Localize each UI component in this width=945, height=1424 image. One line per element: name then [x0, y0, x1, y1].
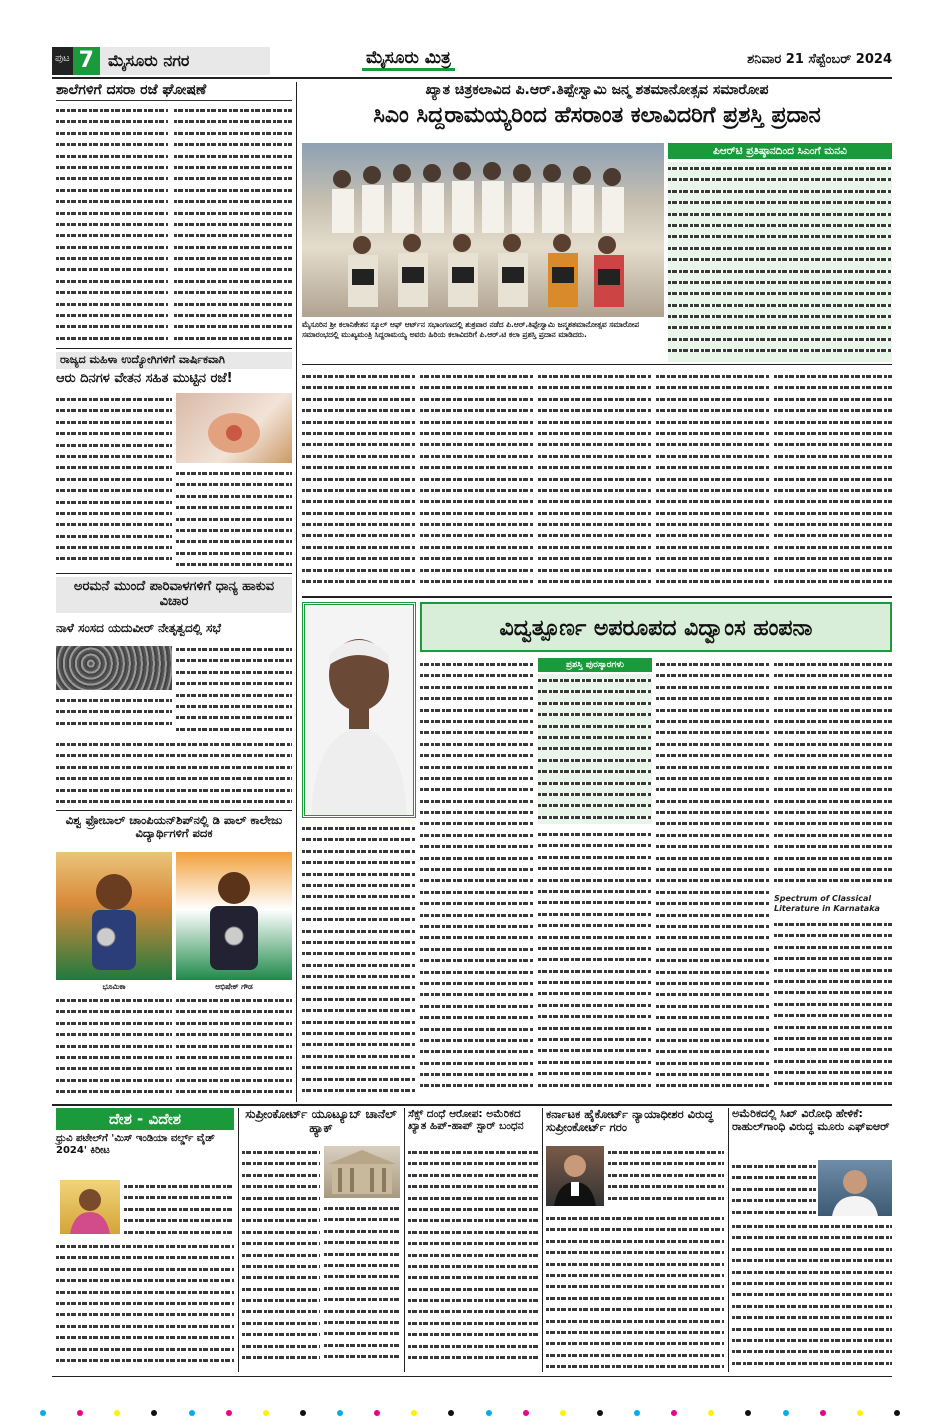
- story-throwball-headline: ವಿಶ್ವ ಫ್ರೋಬಾಲ್ ಚಾಂಪಿಯನ್‌ಶಿಪ್‌ನಲ್ಲಿ ಡಿ ಪಾಲ್ ಕಾಲೇಜು ವಿದ್ಯಾರ್ಥಿಗಳಿಗೆ ಪದಕ: [65, 813, 283, 841]
- awards-list: [538, 674, 652, 824]
- print-registration-marks: [40, 1410, 900, 1416]
- feature-book-title: Spectrum of Classical Literature in Karnataka: [774, 894, 880, 913]
- story-dasara-col2: [174, 104, 292, 346]
- lead-body-col5: [774, 370, 892, 592]
- feature-body-col3: [538, 828, 652, 1098]
- judge-photo: [546, 1146, 604, 1206]
- throwball-photo-bhoomika: [56, 852, 172, 980]
- story-rahul-headline: ಅಮೆರಿಕದಲ್ಲಿ ಸಿಖ್ ವಿರೋಧಿ ಹೇಳಿಕೆ: ರಾಹುಲ್‌ಗಾಂಧಿ ವಿರುದ್ಧ ಮೂರು ಎಫ್‌ಐಆರ್: [732, 1107, 890, 1133]
- lead-body-col4: [656, 370, 770, 592]
- lead-photo-award-ceremony: [302, 143, 664, 317]
- story-dhruvi-col-b: [56, 1240, 234, 1372]
- page-number: 7: [73, 47, 100, 75]
- lead-kicker: ಖ್ಯಾತ ಚಿತ್ರಕಲಾವಿದ ಪಿ.ಆರ್.ತಿಪ್ಪೇಸ್ವಾಮಿ ಜನ್ಮ ಶತಮಾನೋತ್ಸವ ಸಮಾರೋಪ: [425, 82, 769, 98]
- feature-body-col4: [656, 658, 770, 1098]
- paper-name: ಮೈಸೂರು ಮಿತ್ರ: [362, 48, 455, 71]
- page-number-box: [52, 47, 100, 75]
- issue-date: ಶನಿವಾರ 21 ಸೆಪ್ಟೆಂಬರ್ 2024: [747, 52, 892, 67]
- story-dasara-holiday-headline: ಶಾಲೆಗಳಿಗೆ ದಸರಾ ರಜೆ ಘೋಷಣೆ: [56, 82, 292, 101]
- section-title: ಮೈಸೂರು ನಗರ: [100, 47, 270, 75]
- story-throwball-col2: [176, 994, 292, 1098]
- story-hc-judge-headline: ಕರ್ನಾಟಕ ಹೈಕೋರ್ಟ್ ನ್ಯಾಯಾಧೀಶರ ವಿರುದ್ಧ ಸುಪ್ರೀಂಕೋರ್ಟ್ ಗರಂ: [546, 1107, 714, 1135]
- masthead: [52, 46, 892, 76]
- lead-photo-caption: ಮೈಸೂರಿನ ಶ್ರೀ ಕಲಾನಿಕೇತನ ಸ್ಕೂಲ್ ಆಫ್ ಆರ್ಟ್‌ನ ಸಭಾಂಗಣದಲ್ಲಿ ಶುಕ್ರವಾರ ನಡೆದ ಪಿ.ಆರ್.ತಿಪ್ಪೇಸ್ವಾಮಿ ಜನ್ಮಶತಮಾನೋತ್ಸವ ಸಮಾರೋಪ ಸಮಾರಂಭದಲ್ಲಿ ಮುಖ್ಯಮಂತ್ರಿ ಸಿದ್ದರಾಮಯ್ಯ ಅವರು ಹಿರಿಯ ಕಲಾವಿದರಿಗೆ ಪಿ.ಆರ್.ಟಿ ಕಲಾ ಪ್ರಶಸ್ತಿ ಪ್ರದಾನ ಮಾಡಿದರು.: [302, 320, 640, 339]
- story-pigeon-col2: [176, 643, 292, 735]
- feature-body-col1: [302, 822, 416, 1098]
- page-label: ಪುಟ: [52, 47, 73, 75]
- masthead-rule: [52, 77, 892, 79]
- story-sc-youtube-col2: [324, 1202, 400, 1372]
- feature-body-col5b: [774, 918, 892, 1098]
- grain-photo: [56, 646, 172, 690]
- story-dhruvi-col-a: [124, 1180, 234, 1236]
- story-rahul-col-b: [732, 1220, 892, 1372]
- story-sc-youtube-col1: [242, 1146, 320, 1372]
- feature-headline: ವಿದ್ವತ್ಪೂರ್ಣ ಅಪರೂಪದ ವಿದ್ವಾಂಸ ಹಂಪನಾ: [420, 602, 892, 652]
- story-hc-judge-col-b: [546, 1212, 724, 1372]
- story-pigeon-col3: [56, 738, 292, 806]
- story-hc-judge-col-a: [608, 1146, 724, 1208]
- period-leave-photo: [176, 393, 292, 463]
- story-dhruvi-headline: ಧ್ರುವಿ ಪಟೇಲ್‌ಗೆ 'ಮಿಸ್ ಇಂಡಿಯಾ ವರ್ಲ್ಡ್ ವೈಡ್ 2024' ಕಿರೀಟ: [56, 1133, 215, 1156]
- lead-subhead-box: ಪಿಆರ್‌ಟಿ ಪ್ರತಿಷ್ಠಾನದಿಂದ ಸಿಎಂಗೆ ಮನವಿ: [668, 143, 892, 159]
- story-sc-youtube-headline: ಸುಪ್ರೀಂಕೋರ್ಟ್ ಯೂಟ್ಯೂಬ್ ಚಾನೆಲ್ ಹ್ಯಾಕ್: [245, 1107, 397, 1135]
- lead-body-col3: [538, 370, 652, 592]
- story-period-leave-kicker: ರಾಜ್ಯದ ಮಹಿಳಾ ಉದ್ಯೋಗಿಗಳಿಗೆ ವಾರ್ಷಿಕವಾಗಿ: [56, 352, 292, 369]
- bottom-section-title: ದೇಶ - ವಿದೇಶ: [56, 1108, 234, 1130]
- story-hiphop-body: [408, 1146, 538, 1372]
- photo-caption-bhoomika: ಭೂಮಿಕಾ: [102, 982, 126, 991]
- feature-body-col5a: [774, 658, 892, 890]
- story-period-leave-col2: [176, 467, 292, 569]
- story-throwball-col1: [56, 994, 172, 1098]
- awards-box-head: ಪ್ರಶಸ್ತಿ ಪುರಸ್ಕಾರಗಳು: [538, 658, 652, 672]
- dhruvi-photo: [60, 1180, 120, 1234]
- throwball-photo-abhishek: [176, 852, 292, 980]
- lead-body-col2: [420, 370, 534, 592]
- story-period-leave-col1: [56, 393, 172, 569]
- story-rahul-col-a: [732, 1160, 816, 1216]
- story-pigeon-subhead: ನಾಳೆ ಸಂಸದ ಯದುವೀರ್ ನೇತೃತ್ವದಲ್ಲಿ ಸಭೆ: [56, 621, 222, 635]
- hampana-portrait: [302, 602, 416, 818]
- story-pigeon-col1b: [56, 694, 172, 734]
- photo-caption-abhishek: ಅಭಿಷೇಕ್ ಗೌಡ: [215, 982, 253, 991]
- lead-memo-text: [668, 162, 892, 362]
- story-period-leave-headline: ಆರು ದಿನಗಳ ವೇತನ ಸಹಿತ ಮುಟ್ಟಿನ ರಜೆ!: [56, 371, 233, 386]
- lead-headline: ಸಿಎಂ ಸಿದ್ದರಾಮಯ್ಯರಿಂದ ಹೆಸರಾಂತ ಕಲಾವಿದರಿಗೆ ಪ್ರಶಸ್ತಿ ಪ್ರದಾನ: [373, 103, 821, 128]
- story-dasara-col1: [56, 104, 168, 346]
- supreme-court-photo: [324, 1146, 400, 1198]
- story-hiphop-headline: ಸೆಕ್ಸ್ ದಂಧೆ ಆರೋಪ: ಅಮೆರಿಕದ ಖ್ಯಾತ ಹಿಪ್-ಹಾಪ್ ಸ್ಟಾರ್ ಬಂಧನ: [408, 1108, 524, 1133]
- lead-body-col1: [302, 370, 416, 592]
- rahul-photo: [818, 1160, 892, 1216]
- story-pigeon-headline: ಅರಮನೆ ಮುಂದೆ ಪಾರಿವಾಳಗಳಿಗೆ ಧಾನ್ಯ ಹಾಕುವ ವಿಚಾರ: [56, 577, 292, 613]
- feature-body-col2: [420, 658, 534, 1098]
